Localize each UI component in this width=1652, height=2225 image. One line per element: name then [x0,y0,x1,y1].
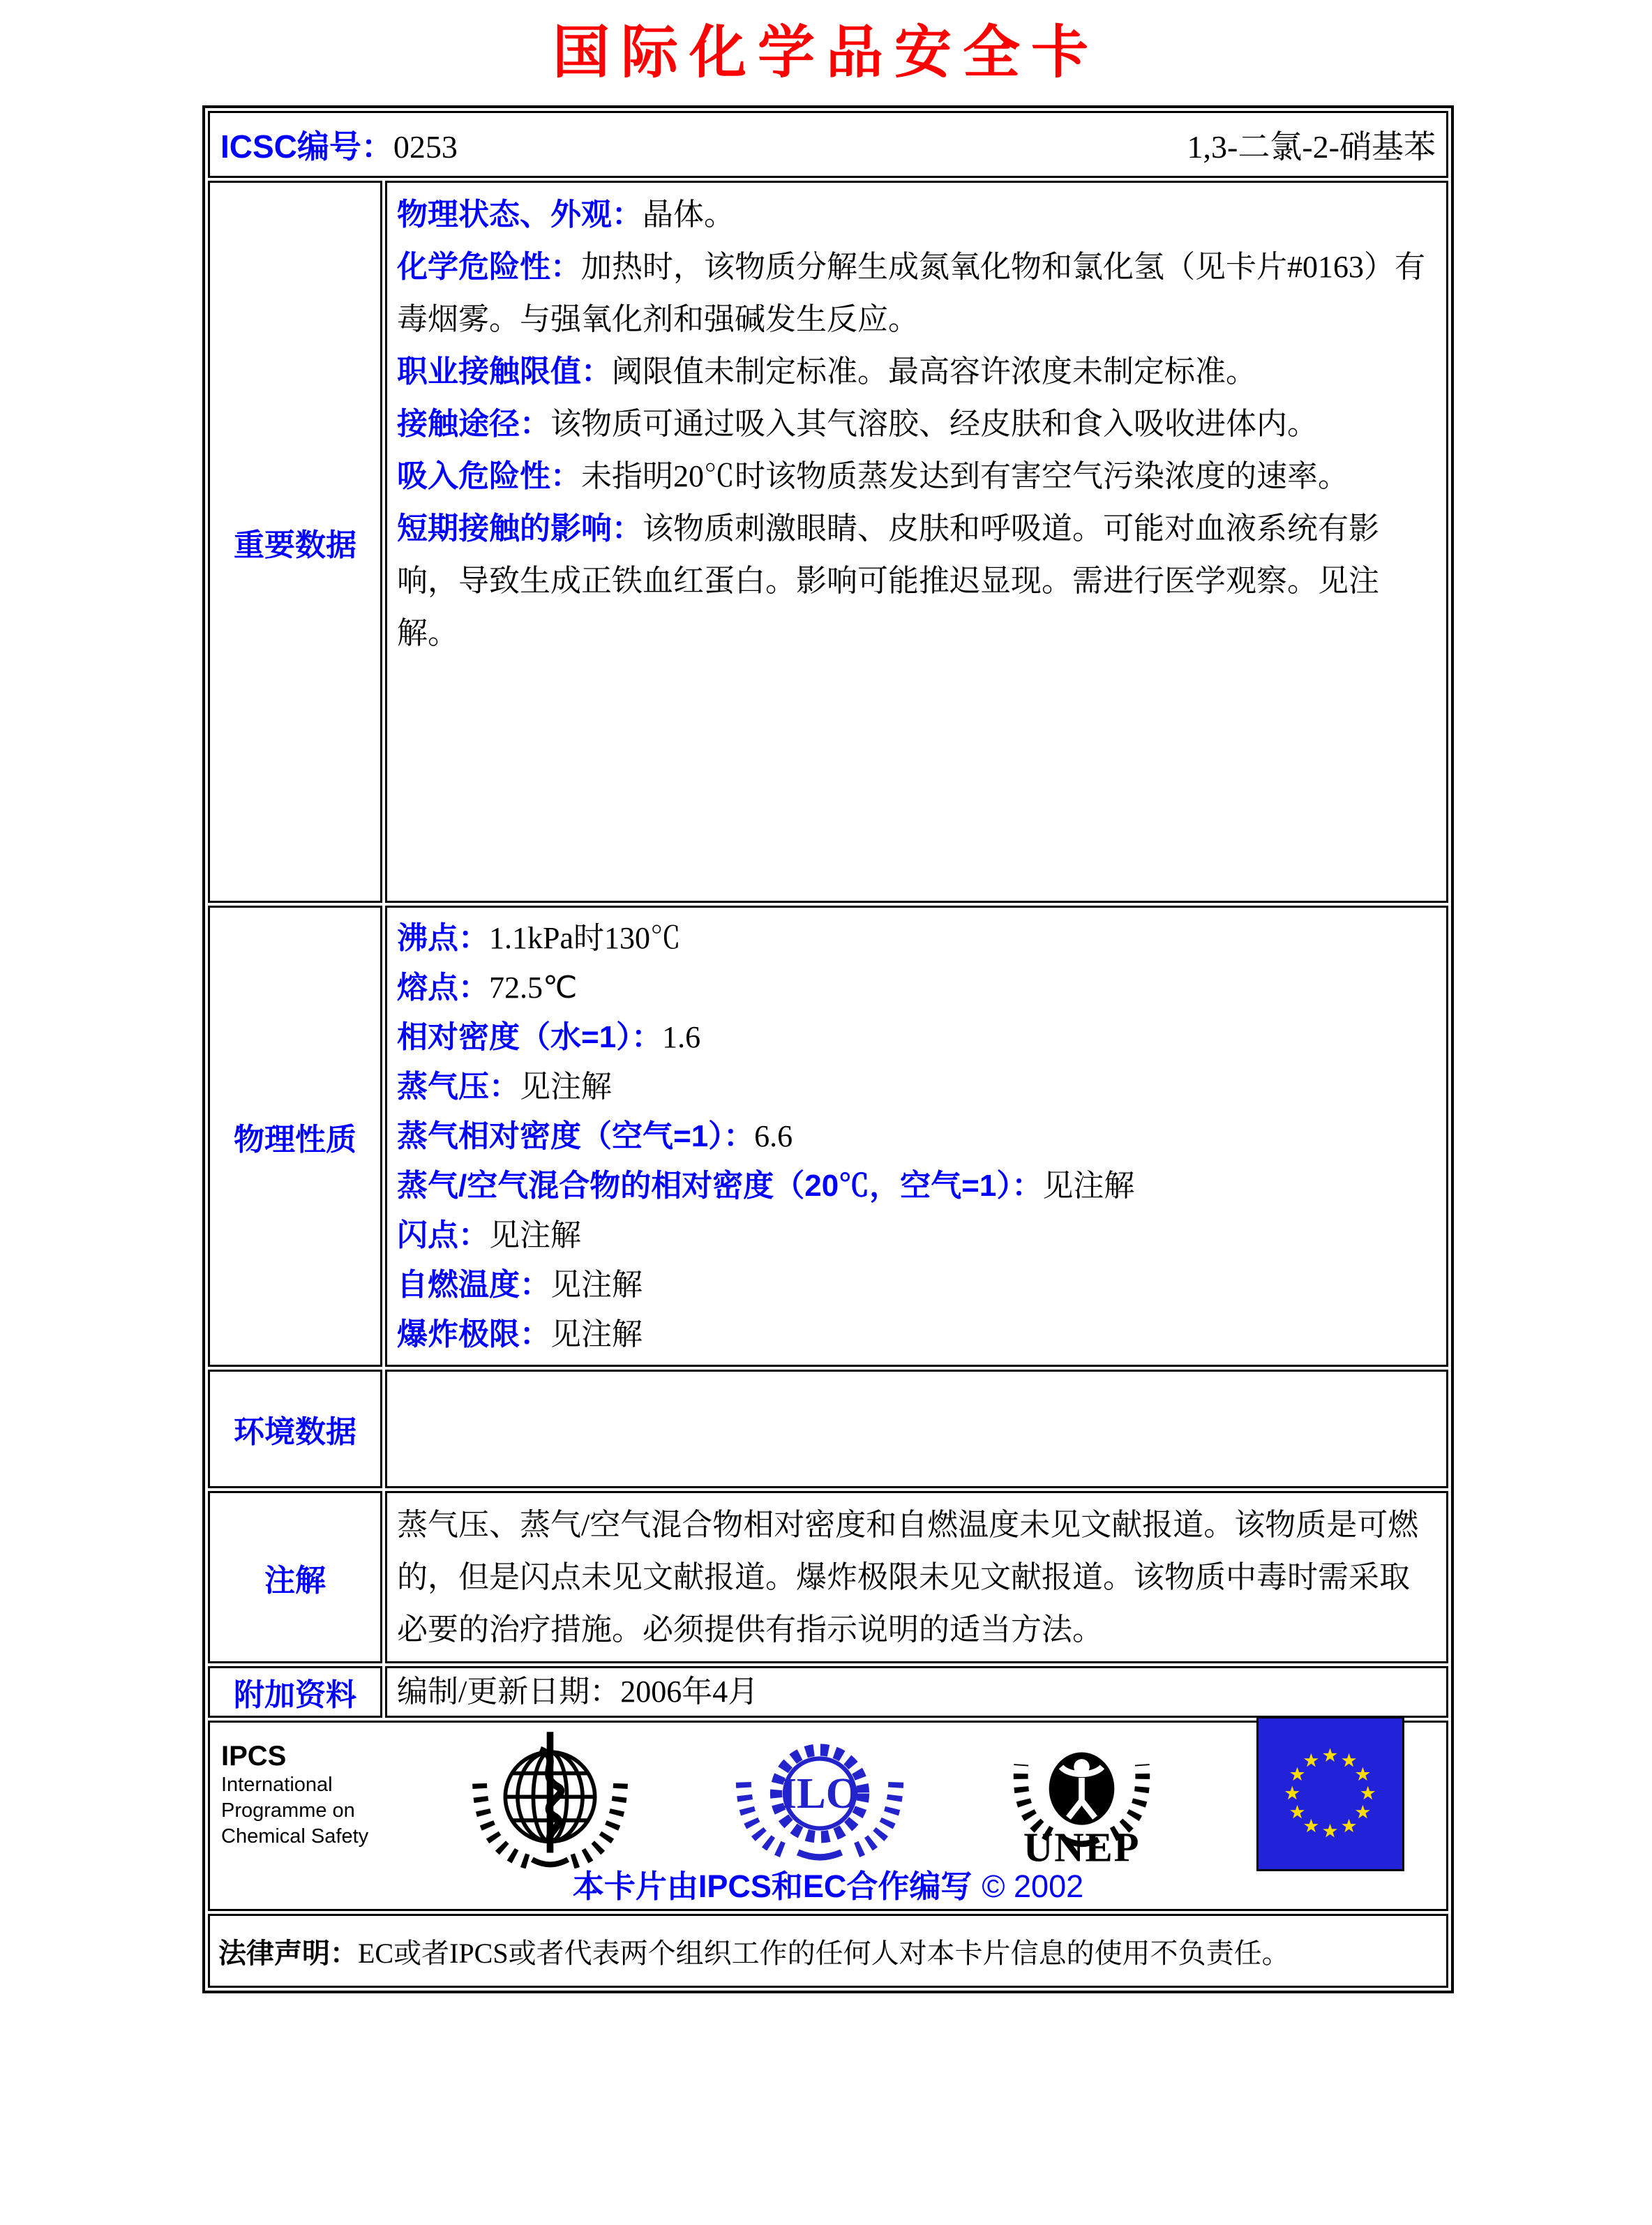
icsc-number-label: ICSC编号： [220,128,393,165]
physical-properties-row [208,906,1448,1367]
legal-label: 法律声明： [218,1938,358,1969]
copyright: © 2002 [982,1868,1084,1904]
legal-text: EC或者IPCS或者代表两个组织工作的任何人对本卡片信息的使用不负责任。 [358,1937,1290,1969]
ilo-logo-icon [733,1725,907,1865]
eu-flag-icon [1256,1716,1404,1875]
important-data-item: 物理状态、外观：晶体。 [397,197,735,232]
legal-row [208,1914,1448,1988]
important-data-item: 吸入危险性：未指明20℃时该物质蒸发达到有害空气污染浓度的速率。 [397,459,1349,493]
icsc-number-value: 0253 [393,129,458,165]
physical-property-item: 自燃温度：见注解 [397,1268,643,1302]
header-row [208,111,1448,178]
cooperation-caption: 本卡片由IPCS和EC合作编写 © 2002 [572,1868,1084,1904]
update-date-label: 编制/更新日期： [397,1675,621,1709]
logos-row [208,1721,1448,1911]
physical-property-item: 蒸气相对密度（空气=1）：6.6 [397,1119,793,1153]
who-logo-icon [468,1718,632,1872]
notes-row [208,1491,1448,1663]
logos-strip [217,1725,1439,1868]
important-data-content [385,181,1448,903]
notes-content: 蒸气压、蒸气/空气混合物相对密度和自燃温度未见文献报道。该物质是可燃的，但是闪点未见文献报道。爆炸极限未见文献报道。该物质中毒时需采取必要的治疗措施。必须提供有指示说明的适当方法。 [385,1491,1448,1663]
svg-text:ILO: ILO [779,1768,859,1818]
physical-properties-row-label: 物理性质 [208,906,382,1367]
important-data-item: 职业接触限值：阈限值未制定标准。最高容许浓度未制定标准。 [397,354,1256,389]
physical-property-item: 蒸气/空气混合物的相对密度（20℃，空气=1）：见注解 [397,1169,1135,1203]
svg-text:UNEP: UNEP [1023,1824,1140,1868]
important-data-row [208,181,1448,903]
notes-row-label: 注解 [208,1491,382,1663]
environmental-data-content [385,1370,1448,1488]
chemical-name: 1,3-二氯-2-硝基苯 [1187,129,1436,165]
physical-property-item: 蒸气压：见注解 [397,1070,612,1104]
additional-info-content [385,1666,1448,1718]
ipcs-title: IPCS [221,1741,287,1771]
unep-logo-icon [1007,1718,1157,1872]
important-data-item: 短期接触的影响：该物质刺激眼睛、皮肤和呼吸道。可能对血液系统有影响，导致生成正铁血红蛋白。影响可能推迟显现。需进行医学观察。见注解。 [397,511,1379,650]
important-data-item: 接触途径：该物质可通过吸入其气溶胶、经皮肤和食入吸收进体内。 [397,407,1318,441]
environmental-data-row-label: 环境数据 [208,1370,382,1488]
environmental-data-row [208,1370,1448,1488]
update-date-value: 2006年4月 [620,1675,759,1709]
important-data-item: 化学危险性：加热时，该物质分解生成氮氧化物和氯化氢（见卡片#0163）有毒烟雾。与强氧化剂和强碱发生反应。 [397,250,1425,336]
icsc-card-table [202,105,1454,1993]
physical-property-item: 闪点：见注解 [397,1218,581,1252]
additional-info-row-label: 附加资料 [208,1666,382,1718]
important-data-row-label: 重要数据 [208,181,382,903]
physical-property-item: 熔点：72.5℃ [397,971,578,1005]
ipcs-text-block: IPCS International Programme on Chemical Safety [221,1741,369,1848]
additional-info-row [208,1666,1448,1718]
physical-property-item: 相对密度（水=1）：1.6 [397,1020,701,1054]
icsc-number-group [220,121,458,167]
physical-property-item: 爆炸极限：见注解 [397,1317,643,1351]
physical-properties-content [385,906,1448,1367]
physical-property-item: 沸点：1.1kPa时130℃ [397,921,681,955]
page-title: 国际化学品安全卡 [552,21,1099,84]
